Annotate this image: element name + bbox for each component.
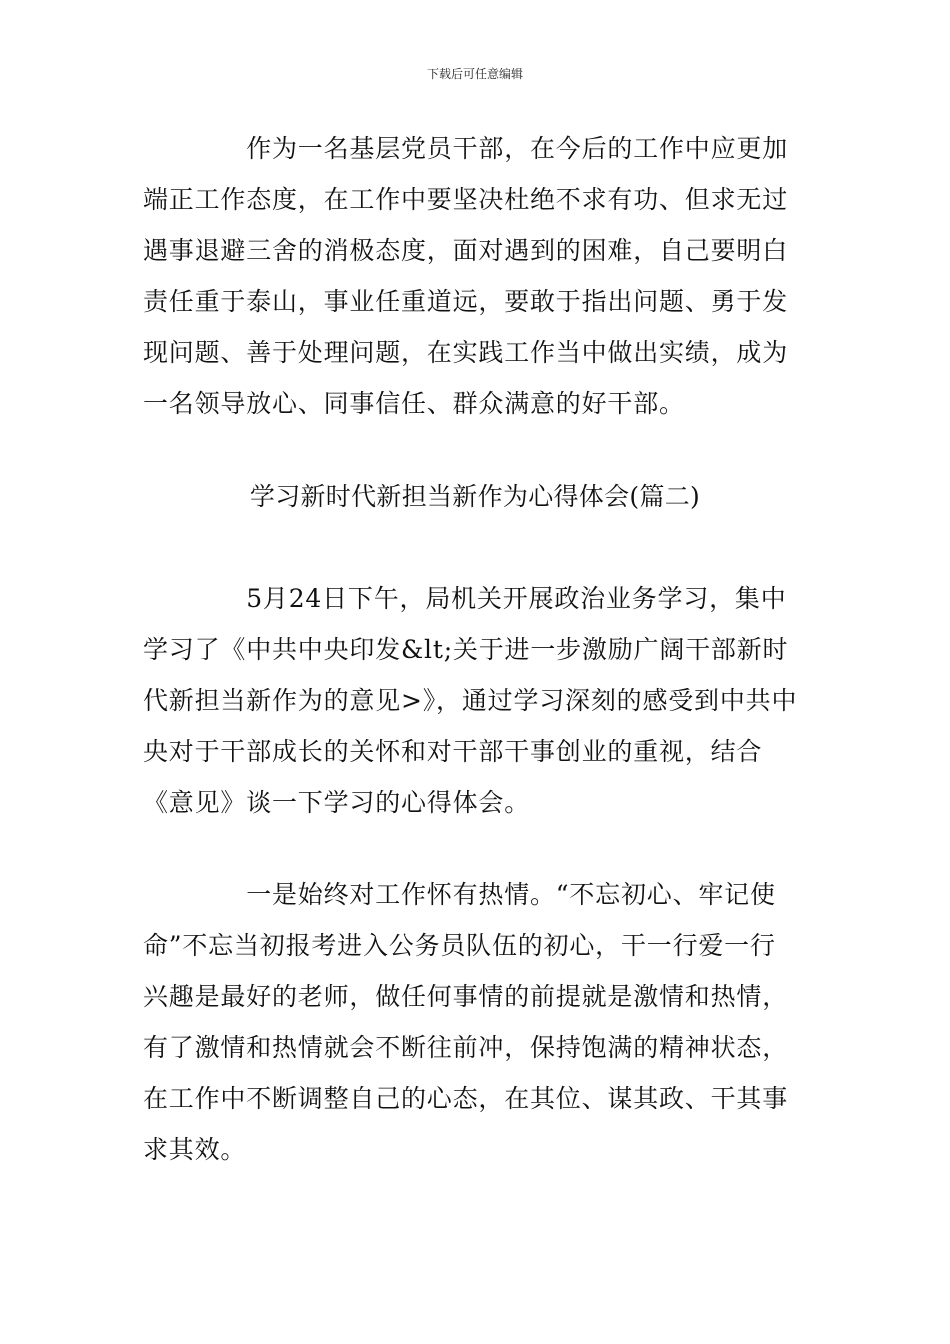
paragraph-line: 现问题、善于处理问题，在实践工作当中做出实绩，成为	[143, 338, 789, 367]
paragraph-line: 遇事退避三舍的消极态度，面对遇到的困难，自己要明白	[143, 236, 789, 265]
paragraph-line: 学习了《中共中央印发&lt;关于进一步激励广阔干部新时	[143, 635, 789, 664]
paragraph-line: 作为一名基层党员干部，在今后的工作中应更加	[143, 134, 789, 163]
paragraph-line: 兴趣是最好的老师，做任何事情的前提就是激情和热情，	[143, 982, 789, 1011]
paragraph-2	[143, 582, 813, 837]
paragraph-line: 责任重于泰山，事业任重道远，要敢于指出问题、勇于发	[143, 287, 789, 316]
paragraph-line: 一是始终对工作怀有热情。“不忘初心、牢记使	[143, 880, 776, 909]
paragraph-1	[143, 132, 813, 438]
paragraph-line: 在工作中不断调整自己的心态，在其位、谋其政、干其事	[143, 1084, 789, 1113]
paragraph-line: 有了激情和热情就会不断往前冲，保持饱满的精神状态，	[143, 1033, 789, 1062]
section-heading: 学习新时代新担当新作为心得体会(篇二)	[249, 482, 701, 511]
paragraph-line: 代新担当新作为的意见>》，通过学习深刻的感受到中共中	[143, 686, 798, 715]
header-note: 下载后可任意编辑	[426, 67, 523, 81]
paragraph-line: 命”不忘当初报考进入公务员队伍的初心，干一行爱一行	[143, 931, 776, 960]
paragraph-line: 央对于干部成长的关怀和对干部干事创业的重视，结合	[143, 737, 763, 766]
paragraph-line: 《意见》谈一下学习的心得体会。	[143, 788, 531, 817]
paragraph-line: 一名领导放心、同事信任、群众满意的好干部。	[143, 389, 685, 418]
paragraph-line: 5月24日下午，局机关开展政治业务学习，集中	[143, 584, 787, 613]
paragraph-3	[143, 878, 813, 1184]
paragraph-line: 求其效。	[143, 1135, 247, 1164]
paragraph-line: 端正工作态度，在工作中要坚决杜绝不求有功、但求无过	[143, 185, 789, 214]
